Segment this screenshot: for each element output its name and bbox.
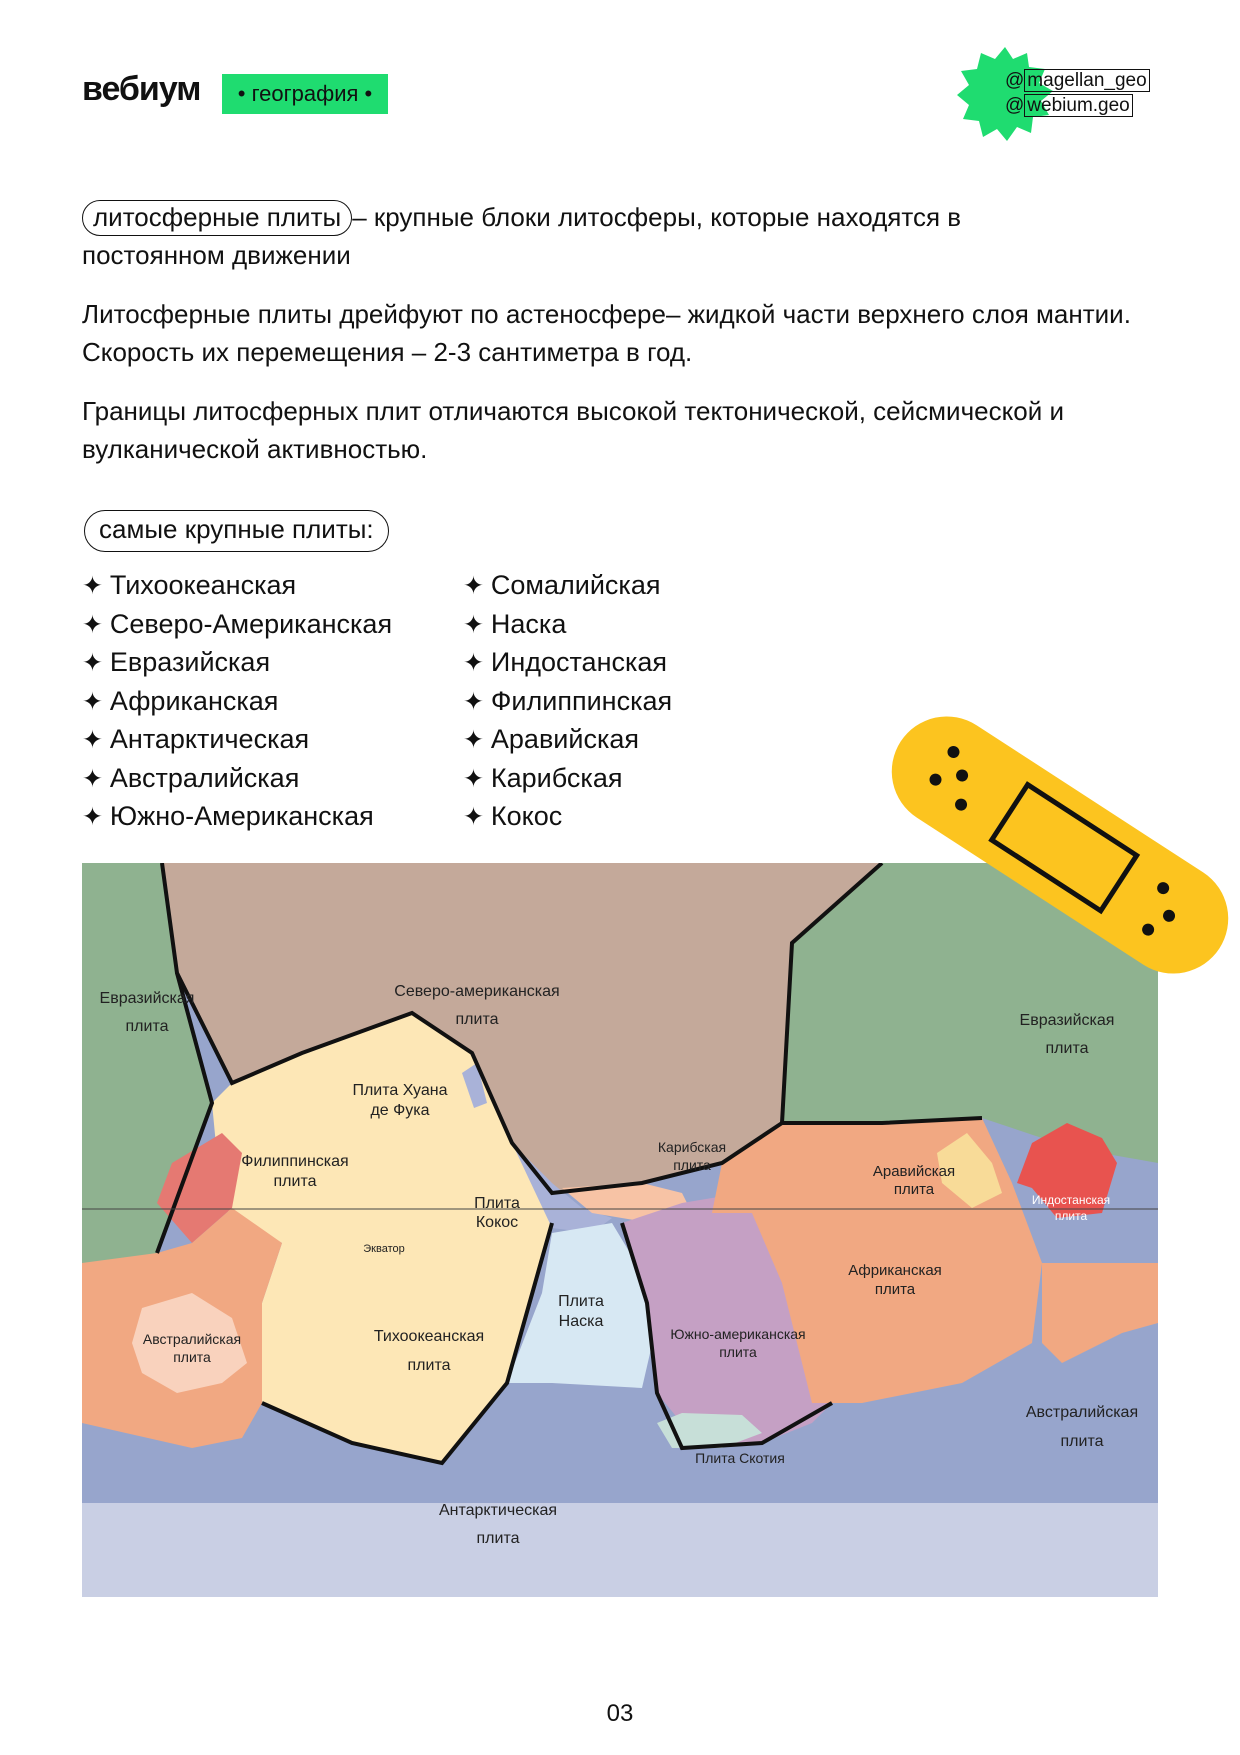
plates-list-b — [463, 567, 672, 837]
term-pill: литосферные плиты — [82, 200, 352, 236]
paragraph-boundaries: Границы литосферных плит отличаются высокой тектонической, сейсмической и вулканической активностью. — [82, 396, 1064, 464]
list-item: ✦ Наска — [463, 606, 672, 645]
svg-text:Аравийская: Аравийская — [872, 1163, 956, 1180]
svg-text:Индостанская: Индостанская — [1031, 1193, 1111, 1207]
svg-text:плита: плита — [1060, 1433, 1104, 1450]
list-item: ✦ Карибская — [463, 760, 672, 799]
list-item: ✦ Северо-Американская — [82, 606, 392, 645]
brand-logo: вебиум — [82, 70, 201, 108]
list-item: ✦ Евразийская — [82, 644, 392, 683]
largest-plates-heading: самые крупные плиты: — [84, 510, 389, 552]
svg-text:плита: плита — [1054, 1209, 1088, 1223]
svg-text:Евразийская: Евразийская — [1019, 1012, 1115, 1029]
svg-text:плита: плита — [1045, 1040, 1089, 1057]
svg-text:плита: плита — [407, 1357, 451, 1374]
paragraph-drift: Литосферные плиты дрейфуют по астеносфере– жидкой части верхнего слоя мантии. Скорость их перемещения – 2-3 сантиметра в год. — [82, 299, 1131, 367]
plates-list-a — [82, 567, 392, 837]
svg-text:Антарктическая: Антарктическая — [438, 1502, 558, 1519]
svg-text:Филиппинская: Филиппинская — [241, 1153, 349, 1170]
list-item: ✦ Аравийская — [463, 721, 672, 760]
list-item: ✦ Антарктическая — [82, 721, 392, 760]
list-item: ✦ Сомалийская — [463, 567, 672, 606]
social-handles — [1005, 68, 1150, 118]
svg-text:плита: плита — [719, 1344, 757, 1360]
list-item: ✦ Южно-Американская — [82, 798, 392, 837]
svg-text:плита: плита — [273, 1173, 317, 1190]
svg-text:плита: плита — [455, 1011, 499, 1028]
bandage-sticker — [880, 700, 1240, 990]
svg-text:Карибская: Карибская — [657, 1139, 727, 1155]
svg-text:Кокос: Кокос — [475, 1214, 519, 1231]
svg-text:Тихоокеанская: Тихоокеанская — [373, 1328, 485, 1345]
svg-text:плита: плита — [173, 1349, 211, 1365]
list-item: ✦ Кокос — [463, 798, 672, 837]
svg-text:Австралийская: Австралийская — [1025, 1404, 1139, 1421]
svg-text:плита: плита — [673, 1157, 711, 1173]
handle-webium[interactable]: @ webium.geo — [1005, 93, 1150, 118]
svg-text:Австралийская: Австралийская — [142, 1331, 242, 1347]
handle-magellan[interactable]: @ magellan_geo — [1005, 68, 1150, 93]
svg-text:Южно-американская: Южно-американская — [670, 1326, 806, 1342]
subject-badge: • география • — [222, 74, 388, 114]
svg-text:Африканская: Африканская — [848, 1262, 942, 1279]
svg-text:плита: плита — [476, 1530, 520, 1547]
svg-text:Плита: Плита — [558, 1293, 604, 1310]
svg-text:Плита: Плита — [474, 1195, 520, 1212]
svg-text:плита: плита — [893, 1181, 935, 1198]
svg-text:Евразийская: Евразийская — [99, 990, 195, 1007]
svg-text:Экватор: Экватор — [363, 1243, 405, 1255]
svg-text:Плита Хуана: Плита Хуана — [352, 1082, 448, 1099]
list-item: ✦ Индостанская — [463, 644, 672, 683]
svg-text:плита: плита — [125, 1018, 169, 1035]
list-item: ✦ Тихоокеанская — [82, 567, 392, 606]
svg-text:Плита Скотия: Плита Скотия — [695, 1450, 785, 1466]
svg-text:де Фука: де Фука — [370, 1102, 430, 1119]
svg-text:Северо-американская: Северо-американская — [394, 983, 560, 1000]
list-item: ✦ Австралийская — [82, 760, 392, 799]
svg-text:плита: плита — [874, 1281, 916, 1298]
svg-text:Наска: Наска — [558, 1313, 604, 1330]
definition-text: – крупные блоки литосферы, которые находятся в постоянном движении — [82, 202, 962, 270]
definition — [82, 198, 1062, 274]
antarctica-land — [82, 1503, 1158, 1597]
page-number: 03 — [606, 1700, 634, 1727]
list-item: ✦ Африканская — [82, 683, 392, 722]
list-item: ✦ Филиппинская — [463, 683, 672, 722]
